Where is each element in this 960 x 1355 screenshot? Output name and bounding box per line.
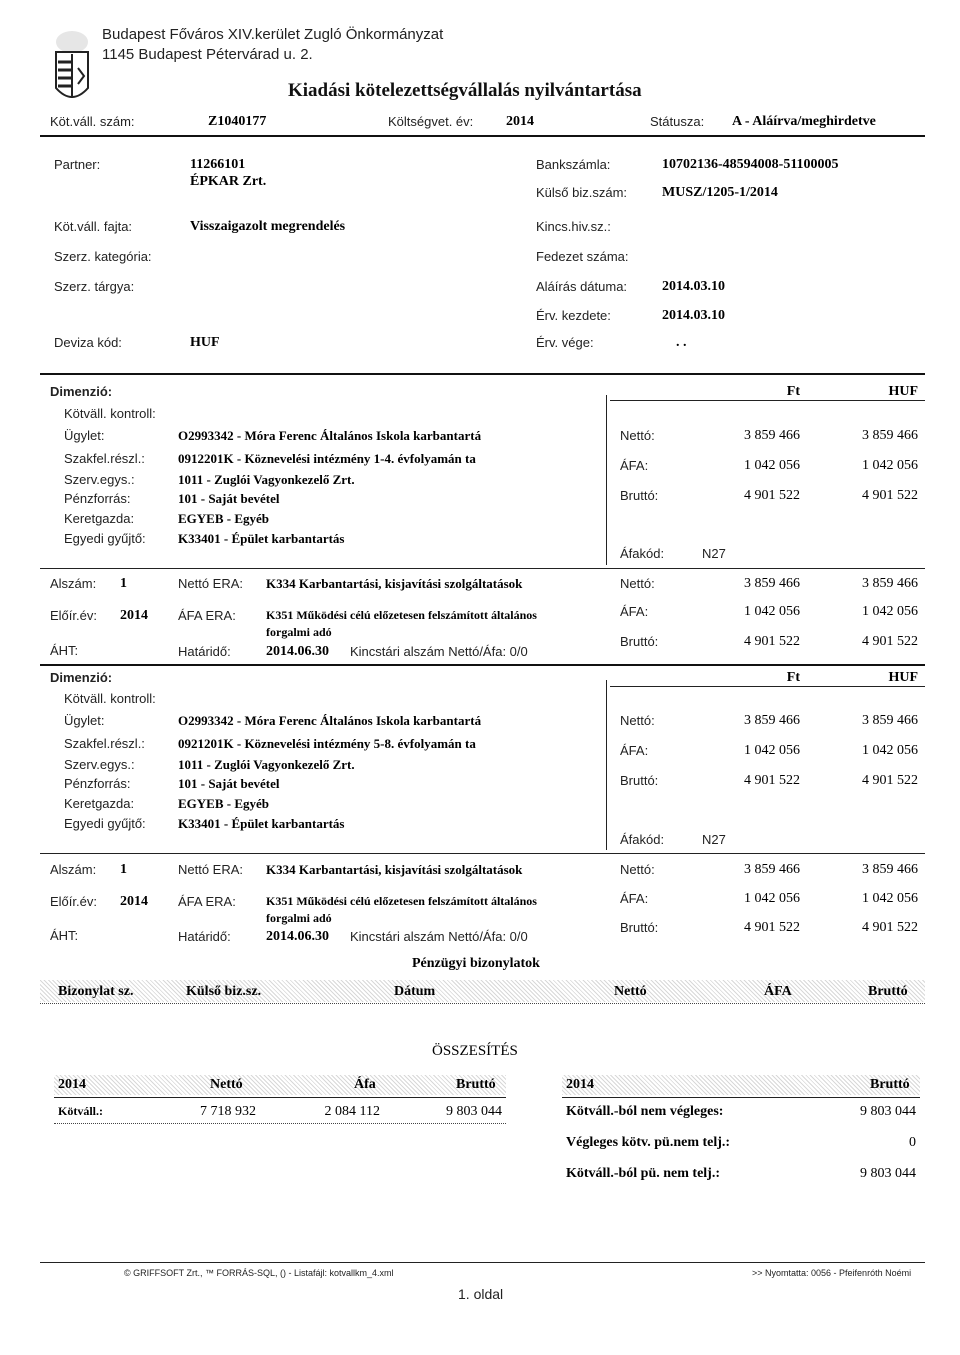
dim2-kotvall-kontroll: Kötväll. kontroll: bbox=[64, 691, 156, 706]
dim1-afaera-label: ÁFA ERA: bbox=[178, 608, 236, 623]
dim2-sub-brutto-huf: 4 901 522 bbox=[862, 920, 918, 935]
partner-name: ÉPKAR Zrt. bbox=[190, 174, 267, 189]
alairas-label: Aláírás dátuma: bbox=[536, 279, 628, 294]
summary-left-netto: 7 718 932 bbox=[200, 1104, 256, 1119]
dim2-sub-netto-label: Nettó: bbox=[620, 862, 655, 877]
penzugyi-col-kulso: Külső biz.sz. bbox=[186, 984, 262, 999]
dim1-keretgazda: EGYEB - Egyéb bbox=[178, 511, 270, 526]
dim1-header-underline bbox=[610, 400, 925, 401]
summary-left-afa: 2 084 112 bbox=[324, 1104, 380, 1119]
summary-left-year: 2014 bbox=[58, 1077, 86, 1092]
dim2-penzforras-label: Pénzforrás: bbox=[64, 776, 131, 791]
dim1-kincstari: Kincstári alszám Nettó/Áfa: 0/0 bbox=[350, 644, 528, 659]
dim2-ugylet: O2993342 - Móra Ferenc Általános Iskola karbantartá bbox=[178, 713, 482, 728]
dim1-szakfel: 0912201K - Köznevelési intézmény 1-4. évfolyamán ta bbox=[178, 451, 476, 466]
dim1-penzforras-label: Pénzforrás: bbox=[64, 491, 131, 506]
dim2-sub-divider bbox=[40, 853, 925, 854]
org-name: Budapest Főváros XIV.kerület Zugló Önkormányzat bbox=[102, 26, 444, 43]
kincs-hiv-label: Kincs.hiv.sz.: bbox=[536, 219, 611, 234]
dim1-kotvall-kontroll: Kötväll. kontroll: bbox=[64, 406, 156, 421]
dim2-nettoera: K334 Karbantartási, kisjavítási szolgáltatások bbox=[266, 862, 523, 877]
penzugyi-col-afa: ÁFA bbox=[764, 984, 792, 999]
dim1-hatarido-label: Határidő: bbox=[178, 644, 231, 659]
summary-left-underline bbox=[54, 1123, 506, 1124]
szerz-targya-label: Szerz. tárgya: bbox=[54, 279, 135, 294]
dim1-afa-huf: 1 042 056 bbox=[862, 458, 918, 473]
summary-left-h-netto: Nettó bbox=[210, 1077, 243, 1092]
dim2-hatarido-label: Határidő: bbox=[178, 929, 231, 944]
dim2-keretgazda: EGYEB - Egyéb bbox=[178, 796, 270, 811]
dim2-afaera-line2: forgalmi adó bbox=[266, 911, 332, 925]
summary-right-row-value: 9 803 044 bbox=[860, 1166, 916, 1181]
summary-title: ÖSSZESÍTÉS bbox=[432, 1043, 518, 1059]
dim1-afa-label: ÁFA: bbox=[620, 458, 649, 473]
bankszamla-value: 10702136-48594008-51100005 bbox=[662, 157, 839, 172]
summary-left-header-band bbox=[54, 1075, 506, 1095]
summary-right-row-value: 9 803 044 bbox=[860, 1104, 916, 1119]
dim2-gyujto: K33401 - Épület karbantartás bbox=[178, 816, 345, 831]
dim1-elofir: 2014 bbox=[120, 608, 148, 623]
dim2-netto-ft: 3 859 466 bbox=[744, 713, 800, 728]
penzugyi-col-brutto: Bruttó bbox=[868, 984, 908, 999]
dim1-brutto-ft: 4 901 522 bbox=[744, 488, 800, 503]
dim2-sub-netto-ft: 3 859 466 bbox=[744, 862, 800, 877]
dim2-vertical-divider bbox=[606, 680, 607, 850]
dim1-top-border bbox=[40, 373, 925, 375]
kotvall-szam-label: Köt.váll. szám: bbox=[50, 114, 135, 129]
kotvall-fajta-label: Köt.váll. fajta: bbox=[54, 219, 133, 234]
penzugyi-col-bizonylat: Bizonylat sz. bbox=[58, 984, 134, 999]
org-address: 1145 Budapest Pétervárad u. 2. bbox=[102, 46, 313, 63]
dim2-afakod-label: Áfakód: bbox=[620, 832, 665, 847]
summary-left-row-label: Kötváll.: bbox=[58, 1104, 103, 1118]
summary-right-header-band bbox=[562, 1075, 920, 1095]
dim2-ugylet-label: Ügylet: bbox=[64, 713, 105, 728]
dim1-nettoera-label: Nettó ERA: bbox=[178, 576, 244, 591]
erv-vege-value: . . bbox=[676, 335, 687, 350]
dim1-afakod: N27 bbox=[702, 546, 726, 561]
dim1-gyujto: K33401 - Épület karbantartás bbox=[178, 531, 345, 546]
dim2-afa-huf: 1 042 056 bbox=[862, 743, 918, 758]
dim1-alszam-label: Alszám: bbox=[50, 576, 97, 591]
dim2-kincstari: Kincstári alszám Nettó/Áfa: 0/0 bbox=[350, 929, 528, 944]
dim2-afa-label: ÁFA: bbox=[620, 743, 649, 758]
dim1-ugylet-label: Ügylet: bbox=[64, 428, 105, 443]
coat-of-arms-logo bbox=[48, 28, 96, 106]
dim2-nettoera-label: Nettó ERA: bbox=[178, 862, 244, 877]
dim1-netto-ft: 3 859 466 bbox=[744, 428, 800, 443]
dim2-alszam-label: Alszám: bbox=[50, 862, 97, 877]
dim1-netto-label: Nettó: bbox=[620, 428, 655, 443]
koltsegvet-ev-label: Költségvet. év: bbox=[388, 114, 474, 129]
dim2-hatarido: 2014.06.30 bbox=[266, 929, 329, 944]
dim1-afaera-line2: forgalmi adó bbox=[266, 625, 332, 639]
penzugyi-header-band bbox=[40, 980, 925, 1002]
dim1-penzforras: 101 - Saját bevétel bbox=[178, 491, 280, 506]
page-number: 1. oldal bbox=[458, 1286, 504, 1302]
dim1-sub-brutto-huf: 4 901 522 bbox=[862, 634, 918, 649]
statusz-value: A - Aláírva/meghirdetve bbox=[732, 114, 876, 129]
summary-right-header-line bbox=[562, 1097, 920, 1098]
bankszamla-label: Bankszámla: bbox=[536, 157, 611, 172]
penzugyi-title: Pénzügyi bizonylatok bbox=[412, 956, 540, 971]
dim2-header-underline bbox=[610, 686, 925, 687]
dim1-sub-brutto-ft: 4 901 522 bbox=[744, 634, 800, 649]
erv-kezdete-value: 2014.03.10 bbox=[662, 308, 725, 323]
kotvall-fajta-value: Visszaigazolt megrendelés bbox=[190, 219, 346, 234]
summary-left-header-line bbox=[54, 1097, 506, 1098]
dim2-penzforras: 101 - Saját bevétel bbox=[178, 776, 280, 791]
dim2-huf-header: HUF bbox=[888, 670, 918, 685]
dim2-sub-afa-huf: 1 042 056 bbox=[862, 891, 918, 906]
dim2-alszam: 1 bbox=[120, 862, 127, 877]
page-title: Kiadási kötelezettségvállalás nyilvántartása bbox=[288, 80, 642, 101]
penzugyi-col-netto: Nettó bbox=[614, 984, 647, 999]
erv-vege-label: Érv. vége: bbox=[536, 335, 594, 350]
summary-right-row-label: Végleges kötv. pü.nem telj.: bbox=[566, 1135, 731, 1150]
summary-right-row-value: 0 bbox=[909, 1135, 916, 1150]
dim1-hatarido: 2014.06.30 bbox=[266, 644, 329, 659]
koltsegvet-ev-value: 2014 bbox=[506, 114, 534, 129]
dim2-netto-huf: 3 859 466 bbox=[862, 713, 918, 728]
dim1-ft-header: Ft bbox=[786, 384, 800, 399]
alairas-value: 2014.03.10 bbox=[662, 279, 725, 294]
dim2-brutto-label: Bruttó: bbox=[620, 773, 659, 788]
partner-code: 11266101 bbox=[190, 157, 246, 172]
dim1-vertical-divider bbox=[606, 395, 607, 565]
summary-left-h-afa: Áfa bbox=[354, 1077, 376, 1092]
summary-left-h-brutto: Bruttó bbox=[456, 1077, 496, 1092]
dim1-netto-huf: 3 859 466 bbox=[862, 428, 918, 443]
dim1-afakod-label: Áfakód: bbox=[620, 546, 665, 561]
dim1-brutto-huf: 4 901 522 bbox=[862, 488, 918, 503]
dim2-sub-brutto-label: Bruttó: bbox=[620, 920, 659, 935]
fedezet-label: Fedezet száma: bbox=[536, 249, 629, 264]
dim2-brutto-huf: 4 901 522 bbox=[862, 773, 918, 788]
dim1-sub-brutto-label: Bruttó: bbox=[620, 634, 659, 649]
dim1-sub-netto-huf: 3 859 466 bbox=[862, 576, 918, 591]
dim2-szakfel: 0921201K - Köznevelési intézmény 5-8. évfolyamán ta bbox=[178, 736, 476, 751]
dim2-elofir-label: Előír.év: bbox=[50, 894, 97, 909]
summary-left-brutto: 9 803 044 bbox=[446, 1104, 502, 1119]
kulso-bizszam-value: MUSZ/1205-1/2014 bbox=[662, 185, 778, 200]
statusz-label: Státusza: bbox=[650, 114, 705, 129]
dim2-aht-label: ÁHT: bbox=[50, 928, 79, 943]
dim2-sub-afa-ft: 1 042 056 bbox=[744, 891, 800, 906]
dim2-sub-afa-label: ÁFA: bbox=[620, 891, 649, 906]
deviza-value: HUF bbox=[190, 335, 220, 350]
deviza-label: Deviza kód: bbox=[54, 335, 122, 350]
footer-copyright: © GRIFFSOFT Zrt., ™ FORRÁS-SQL, () - Listafájl: kotvallkm_4.xml bbox=[124, 1268, 394, 1278]
dim2-elofir: 2014 bbox=[120, 894, 148, 909]
dim2-brutto-ft: 4 901 522 bbox=[744, 773, 800, 788]
dim1-sub-afa-ft: 1 042 056 bbox=[744, 604, 800, 619]
dim1-sub-netto-label: Nettó: bbox=[620, 576, 655, 591]
dim1-sub-afa-label: ÁFA: bbox=[620, 604, 649, 619]
dim2-keretgazda-label: Keretgazda: bbox=[64, 796, 135, 811]
dim2-afakod: N27 bbox=[702, 832, 726, 847]
dim2-afaera-label: ÁFA ERA: bbox=[178, 894, 236, 909]
summary-right-year: 2014 bbox=[566, 1077, 594, 1092]
dim1-szakfel-label: Szakfel.részl.: bbox=[64, 451, 145, 466]
dim2-title: Dimenzió: bbox=[50, 670, 113, 685]
dim1-huf-header: HUF bbox=[888, 384, 918, 399]
penzugyi-header-underline bbox=[40, 1003, 925, 1004]
dim1-title: Dimenzió: bbox=[50, 384, 113, 399]
kulso-bizszam-label: Külső biz.szám: bbox=[536, 185, 628, 200]
kotvall-szam-value: Z1040177 bbox=[208, 114, 267, 129]
dim1-sub-afa-huf: 1 042 056 bbox=[862, 604, 918, 619]
dim1-sub-divider bbox=[40, 568, 925, 569]
dim1-szerv-label: Szerv.egys.: bbox=[64, 472, 135, 487]
dim2-afaera-line1: K351 Működési célú előzetesen felszámított általános bbox=[266, 894, 537, 908]
dim2-netto-label: Nettó: bbox=[620, 713, 655, 728]
dim1-alszam: 1 bbox=[120, 576, 127, 591]
dim1-szerv: 1011 - Zuglói Vagyonkezelő Zrt. bbox=[178, 472, 355, 487]
footer-divider bbox=[40, 1262, 925, 1263]
summary-right-row-label: Kötváll.-ból nem végleges: bbox=[566, 1104, 724, 1119]
header-divider bbox=[40, 135, 925, 137]
dim1-brutto-label: Bruttó: bbox=[620, 488, 659, 503]
footer-printed-by: >> Nyomtatta: 0056 - Pfeifenróth Noémi bbox=[752, 1268, 912, 1278]
dim2-gyujto-label: Egyedi gyűjtő: bbox=[64, 816, 146, 831]
szerz-kategoria-label: Szerz. kategória: bbox=[54, 249, 152, 264]
dim2-szerv-label: Szerv.egys.: bbox=[64, 757, 135, 772]
dim2-szakfel-label: Szakfel.részl.: bbox=[64, 736, 145, 751]
dim1-afaera-line1: K351 Működési célú előzetesen felszámított általános bbox=[266, 608, 537, 622]
penzugyi-col-datum: Dátum bbox=[394, 984, 436, 999]
dim1-nettoera: K334 Karbantartási, kisjavítási szolgáltatások bbox=[266, 576, 523, 591]
dim2-sub-netto-huf: 3 859 466 bbox=[862, 862, 918, 877]
dim2-szerv: 1011 - Zuglói Vagyonkezelő Zrt. bbox=[178, 757, 355, 772]
partner-label: Partner: bbox=[54, 157, 101, 172]
dim1-ugylet: O2993342 - Móra Ferenc Általános Iskola karbantartá bbox=[178, 428, 482, 443]
dim1-gyujto-label: Egyedi gyűjtő: bbox=[64, 531, 146, 546]
dim1-keretgazda-label: Keretgazda: bbox=[64, 511, 135, 526]
dim1-sub-netto-ft: 3 859 466 bbox=[744, 576, 800, 591]
dim1-elofir-label: Előír.év: bbox=[50, 608, 97, 623]
dim2-top-border bbox=[40, 664, 925, 666]
dim2-ft-header: Ft bbox=[786, 670, 800, 685]
dim2-afa-ft: 1 042 056 bbox=[744, 743, 800, 758]
dim1-afa-ft: 1 042 056 bbox=[744, 458, 800, 473]
summary-right-h-brutto: Bruttó bbox=[870, 1077, 910, 1092]
dim2-sub-brutto-ft: 4 901 522 bbox=[744, 920, 800, 935]
summary-right-row-label: Kötváll.-ból pü. nem telj.: bbox=[566, 1166, 720, 1181]
dim1-aht-label: ÁHT: bbox=[50, 643, 79, 658]
erv-kezdete-label: Érv. kezdete: bbox=[536, 308, 611, 323]
